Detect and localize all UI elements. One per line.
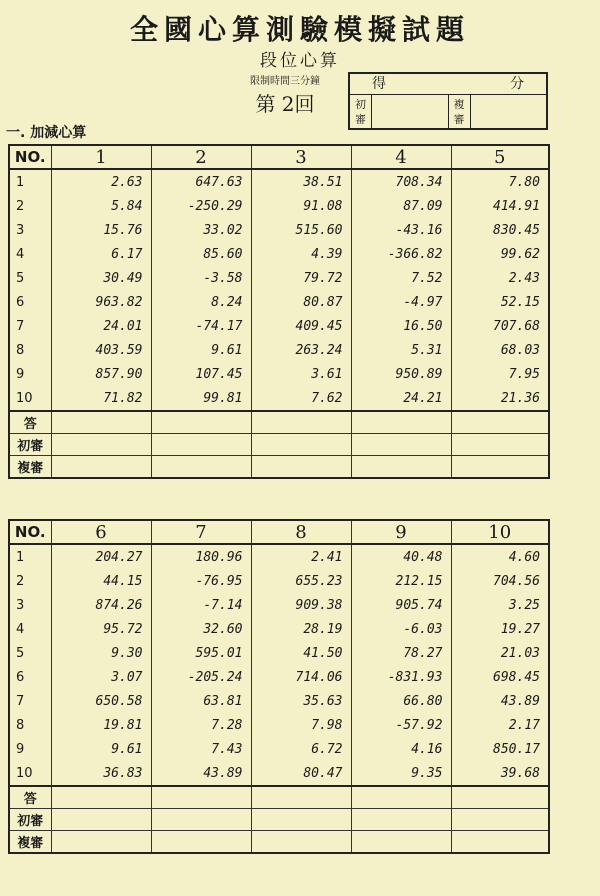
number-cell: 650.58 (51, 689, 151, 713)
number-cell: -4.97 (351, 290, 451, 314)
table-row (9, 338, 549, 362)
column-header: 6 (51, 520, 151, 544)
number-cell: 3.61 (251, 362, 351, 386)
answer-row-label: 答 (9, 786, 51, 809)
score-header (350, 74, 546, 95)
number-cell: 5.84 (51, 194, 151, 218)
number-cell: 950.89 (351, 362, 451, 386)
number-cell: 107.45 (151, 362, 251, 386)
number-cell: 24.01 (51, 314, 151, 338)
row-number: 5 (9, 641, 51, 665)
number-cell: 99.62 (451, 242, 549, 266)
number-cell: 874.26 (51, 593, 151, 617)
first-review-row-field[interactable] (51, 809, 151, 831)
table-row (9, 386, 549, 411)
number-cell: 19.81 (51, 713, 151, 737)
score-second-review (449, 95, 547, 129)
row-number: 9 (9, 737, 51, 761)
page-title: 全國心算測驗模擬試題 (129, 13, 470, 46)
number-cell: 905.74 (351, 593, 451, 617)
number-cell: -205.24 (151, 665, 251, 689)
number-cell: 850.17 (451, 737, 549, 761)
problem-table-1 (8, 144, 550, 479)
second-review-row-field[interactable] (251, 831, 351, 854)
first-review-row-field[interactable] (351, 434, 451, 456)
number-cell: 41.50 (251, 641, 351, 665)
number-cell: 3.07 (51, 665, 151, 689)
column-header: 8 (251, 520, 351, 544)
time-limit: 限制時間三分鐘 (250, 76, 320, 87)
first-review-row-field[interactable] (251, 809, 351, 831)
number-cell: 95.72 (51, 617, 151, 641)
number-cell: 32.60 (151, 617, 251, 641)
row-number: 1 (9, 544, 51, 569)
number-cell: 28.19 (251, 617, 351, 641)
number-cell: 7.43 (151, 737, 251, 761)
number-cell: 79.72 (251, 266, 351, 290)
number-cell: 4.39 (251, 242, 351, 266)
number-cell: 35.63 (251, 689, 351, 713)
number-cell: 99.81 (151, 386, 251, 411)
column-header: 1 (51, 145, 151, 169)
score-box (348, 72, 548, 130)
number-cell: 36.83 (51, 761, 151, 786)
number-cell: -250.29 (151, 194, 251, 218)
answer-row-field[interactable] (351, 786, 451, 809)
row-number: 10 (9, 386, 51, 411)
number-cell: 39.68 (451, 761, 549, 786)
score-label-fen: 分 (510, 76, 524, 92)
answer-row-field[interactable] (251, 786, 351, 809)
second-review-row-field[interactable] (451, 831, 549, 854)
number-cell: 515.60 (251, 218, 351, 242)
problem-table-2 (8, 519, 550, 854)
page-subtitle: 段位心算 (260, 51, 340, 71)
number-cell: 204.27 (51, 544, 151, 569)
number-cell: -7.14 (151, 593, 251, 617)
section-title: 一. 加減心算 (6, 125, 87, 141)
number-cell: 2.41 (251, 544, 351, 569)
table-row (9, 617, 549, 641)
number-cell: 9.30 (51, 641, 151, 665)
answer-row-field[interactable] (451, 411, 549, 434)
number-cell: 2.63 (51, 169, 151, 194)
first-review-row-field[interactable] (151, 809, 251, 831)
number-cell: 7.80 (451, 169, 549, 194)
number-cell: 43.89 (451, 689, 549, 713)
number-cell: 52.15 (451, 290, 549, 314)
column-header: 4 (351, 145, 451, 169)
score-first-review-label: 初審 (350, 95, 372, 129)
first-review-row-field[interactable] (451, 809, 549, 831)
second-review-row-field[interactable] (251, 456, 351, 479)
number-cell: 7.95 (451, 362, 549, 386)
second-review-row-field[interactable] (51, 831, 151, 854)
number-cell: 16.50 (351, 314, 451, 338)
answer-row-field[interactable] (451, 786, 549, 809)
second-review-row (9, 831, 549, 854)
number-cell: -76.95 (151, 569, 251, 593)
answer-row (9, 411, 549, 434)
number-cell: 43.89 (151, 761, 251, 786)
number-cell: 5.31 (351, 338, 451, 362)
table-row (9, 242, 549, 266)
number-cell: 2.17 (451, 713, 549, 737)
number-cell: 707.68 (451, 314, 549, 338)
answer-row-field[interactable] (351, 411, 451, 434)
column-header: 7 (151, 520, 251, 544)
answer-row-field[interactable] (51, 411, 151, 434)
number-cell: 15.76 (51, 218, 151, 242)
number-cell: 9.35 (351, 761, 451, 786)
number-cell: 7.98 (251, 713, 351, 737)
score-second-review-label: 複審 (449, 95, 471, 129)
answer-row-field[interactable] (151, 786, 251, 809)
first-review-row-field[interactable] (451, 434, 549, 456)
first-review-row (9, 434, 549, 456)
first-review-row-field[interactable] (251, 434, 351, 456)
table-row (9, 194, 549, 218)
number-cell: -366.82 (351, 242, 451, 266)
number-cell: 698.45 (451, 665, 549, 689)
row-number: 3 (9, 593, 51, 617)
second-review-row-field[interactable] (51, 456, 151, 479)
number-cell: 71.82 (51, 386, 151, 411)
row-number: 4 (9, 617, 51, 641)
number-cell: 87.09 (351, 194, 451, 218)
number-cell: 68.03 (451, 338, 549, 362)
table-row (9, 544, 549, 569)
row-number: 7 (9, 314, 51, 338)
table-row (9, 737, 549, 761)
number-cell: 704.56 (451, 569, 549, 593)
number-cell: 595.01 (151, 641, 251, 665)
answer-row-field[interactable] (51, 786, 151, 809)
number-cell: 21.03 (451, 641, 549, 665)
score-first-review-field[interactable] (372, 95, 448, 129)
second-review-row-field[interactable] (451, 456, 549, 479)
second-review-row-field[interactable] (151, 456, 251, 479)
number-cell: -6.03 (351, 617, 451, 641)
table-row (9, 593, 549, 617)
number-cell: 6.72 (251, 737, 351, 761)
number-cell: 9.61 (151, 338, 251, 362)
number-cell: 212.15 (351, 569, 451, 593)
first-review-row-field[interactable] (351, 809, 451, 831)
second-review-row-label: 複審 (9, 456, 51, 479)
number-cell: 909.38 (251, 593, 351, 617)
table-row (9, 266, 549, 290)
number-cell: 4.60 (451, 544, 549, 569)
row-number: 5 (9, 266, 51, 290)
answer-row (9, 786, 549, 809)
row-number: 8 (9, 713, 51, 737)
number-cell: 66.80 (351, 689, 451, 713)
number-cell: 409.45 (251, 314, 351, 338)
row-number: 4 (9, 242, 51, 266)
column-header: 2 (151, 145, 251, 169)
number-cell: -43.16 (351, 218, 451, 242)
number-cell: 19.27 (451, 617, 549, 641)
number-cell: -74.17 (151, 314, 251, 338)
no-header: NO. (9, 520, 51, 544)
row-number: 10 (9, 761, 51, 786)
number-cell: 708.34 (351, 169, 451, 194)
first-review-row-label: 初審 (9, 809, 51, 831)
number-cell: 714.06 (251, 665, 351, 689)
answer-row-field[interactable] (151, 411, 251, 434)
number-cell: 857.90 (51, 362, 151, 386)
number-cell: -57.92 (351, 713, 451, 737)
row-number: 3 (9, 218, 51, 242)
number-cell: 78.27 (351, 641, 451, 665)
number-cell: 9.61 (51, 737, 151, 761)
second-review-row (9, 456, 549, 479)
table-row (9, 290, 549, 314)
answer-row-label: 答 (9, 411, 51, 434)
table-row (9, 169, 549, 194)
number-cell: 44.15 (51, 569, 151, 593)
row-number: 6 (9, 665, 51, 689)
score-first-review (350, 95, 449, 129)
column-header: 9 (351, 520, 451, 544)
number-cell: 40.48 (351, 544, 451, 569)
number-cell: 7.28 (151, 713, 251, 737)
second-review-row-field[interactable] (351, 456, 451, 479)
number-cell: 30.49 (51, 266, 151, 290)
row-number: 7 (9, 689, 51, 713)
number-cell: 414.91 (451, 194, 549, 218)
table-row (9, 665, 549, 689)
second-review-row-label: 複審 (9, 831, 51, 854)
second-review-row-field[interactable] (351, 831, 451, 854)
table-row (9, 362, 549, 386)
first-review-row-field[interactable] (151, 434, 251, 456)
number-cell: 6.17 (51, 242, 151, 266)
number-cell: 80.87 (251, 290, 351, 314)
column-header: 5 (451, 145, 549, 169)
number-cell: 38.51 (251, 169, 351, 194)
number-cell: 63.81 (151, 689, 251, 713)
number-cell: 403.59 (51, 338, 151, 362)
number-cell: 263.24 (251, 338, 351, 362)
row-number: 8 (9, 338, 51, 362)
second-review-row-field[interactable] (151, 831, 251, 854)
first-review-row-label: 初審 (9, 434, 51, 456)
number-cell: 180.96 (151, 544, 251, 569)
number-cell: 85.60 (151, 242, 251, 266)
number-cell: 2.43 (451, 266, 549, 290)
number-cell: 830.45 (451, 218, 549, 242)
number-cell: 24.21 (351, 386, 451, 411)
number-cell: 647.63 (151, 169, 251, 194)
row-number: 2 (9, 569, 51, 593)
number-cell: 80.47 (251, 761, 351, 786)
table-row (9, 314, 549, 338)
number-cell: -3.58 (151, 266, 251, 290)
number-cell: 8.24 (151, 290, 251, 314)
answer-row-field[interactable] (251, 411, 351, 434)
number-cell: -831.93 (351, 665, 451, 689)
table-row (9, 689, 549, 713)
round-label: 第 2回 (255, 92, 315, 116)
number-cell: 4.16 (351, 737, 451, 761)
number-cell: 655.23 (251, 569, 351, 593)
number-cell: 7.62 (251, 386, 351, 411)
table-row (9, 641, 549, 665)
number-cell: 7.52 (351, 266, 451, 290)
row-number: 1 (9, 169, 51, 194)
number-cell: 963.82 (51, 290, 151, 314)
row-number: 9 (9, 362, 51, 386)
score-second-review-field[interactable] (471, 95, 547, 129)
first-review-row-field[interactable] (51, 434, 151, 456)
score-label-de: 得 (372, 76, 386, 92)
column-header: 10 (451, 520, 549, 544)
column-header: 3 (251, 145, 351, 169)
number-cell: 3.25 (451, 593, 549, 617)
row-number: 6 (9, 290, 51, 314)
row-number: 2 (9, 194, 51, 218)
no-header: NO. (9, 145, 51, 169)
table-row (9, 569, 549, 593)
first-review-row (9, 809, 549, 831)
number-cell: 91.08 (251, 194, 351, 218)
table-row (9, 218, 549, 242)
table-row (9, 713, 549, 737)
number-cell: 33.02 (151, 218, 251, 242)
number-cell: 21.36 (451, 386, 549, 411)
table-row (9, 761, 549, 786)
